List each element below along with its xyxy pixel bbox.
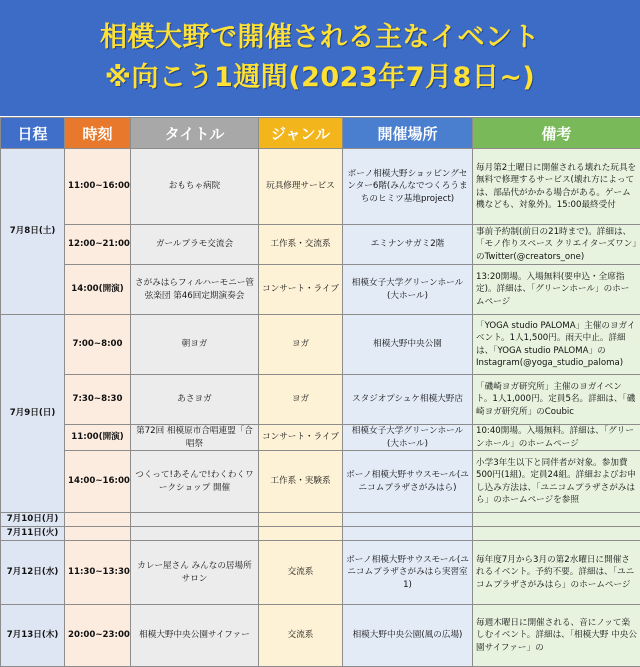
venue-cell: 相模女子大学グリーンホール(大ホール): [343, 265, 473, 315]
page-subtitle: ※向こう1週間(2023年7月8日~): [105, 58, 536, 98]
genre-cell: 工作系・交流系: [259, 225, 343, 265]
time-cell: 11:00(開演): [65, 425, 131, 451]
title-cell: おもちゃ病院: [131, 149, 259, 225]
genre-cell: 交流系: [259, 605, 343, 667]
title-cell: 相模大野中央公園サイファー: [131, 605, 259, 667]
time-cell: 7:30~8:30: [65, 375, 131, 425]
table-row: [1, 605, 640, 667]
notes-cell: 毎週木曜日に開催される、音にノッて楽しむイベント。詳細は、「相模大野 中央公園サイファー」の: [473, 605, 640, 667]
date-cell: 7月9日(日): [1, 315, 65, 513]
header-notes: 備考: [473, 118, 640, 149]
header-time: 時刻: [65, 118, 131, 149]
title-cell: カレー屋さん みんなの居場所サロン: [131, 541, 259, 605]
notes-cell: 10:40開場。入場無料。詳細は、「グリーンホール」のホームページ: [473, 425, 640, 451]
genre-cell: コンサート・ライブ: [259, 425, 343, 451]
date-cell: 7月13日(木): [1, 605, 65, 667]
table-row: [1, 315, 640, 375]
notes-cell: 小学3年生以下と同伴者が対象。参加費500円(1組)。定員24組。詳細およびお申し込み方法は、「ユニコムプラザさがみはら」のホームページを参照: [473, 451, 640, 513]
time-cell: 20:00~23:00: [65, 605, 131, 667]
title-cell: つくって!あそんで!わくわくワークショップ 開催: [131, 451, 259, 513]
venue-cell: ボーノ相模大野サウスモール(ユニコムプラザさがみはら実習室1): [343, 541, 473, 605]
time-cell: 7:00~8:00: [65, 315, 131, 375]
notes-cell: 「YOGA studio PALOMA」主催のヨガイベント。1人1,500円。雨天中止。詳細は、「YOGA studio PALOMA」のInstagram(@yoga_studio_paloma): [473, 315, 640, 375]
time-cell: 11:30~13:30: [65, 541, 131, 605]
genre-cell: 工作系・実験系: [259, 451, 343, 513]
table-row: [1, 513, 640, 527]
genre-cell: ヨガ: [259, 375, 343, 425]
table-row: [1, 425, 640, 451]
header-genre: ジャンル: [259, 118, 343, 149]
genre-cell: ヨガ: [259, 315, 343, 375]
notes-cell: 事前予約制(前日の21時まで)。詳細は、「モノ作りスペース クリエイターズワン」のTwitter(@creators_one): [473, 225, 640, 265]
table-row: [1, 149, 640, 225]
venue-cell: ボーノ相模大野サウスモール(ユニコムプラザさがみはら): [343, 451, 473, 513]
venue-cell: 相模大野中央公園: [343, 315, 473, 375]
title-cell: さがみはらフィルハーモニー管弦楽団 第46回定期演奏会: [131, 265, 259, 315]
date-cell: 7月8日(土): [1, 149, 65, 315]
notes-cell: 毎年度7月から3月の第2水曜日に開催されるイベント。予約不要。詳細は、「ユニコムプラザさがみはら」のホームページ: [473, 541, 640, 605]
table-row: [1, 375, 640, 425]
title-cell: 第72回 相模原市合唱連盟「合唱祭: [131, 425, 259, 451]
venue-cell: ボーノ相模大野ショッピングセンター6階(みんなでつくろうまちのヒミツ基地project): [343, 149, 473, 225]
date-cell: 7月10日(月): [1, 513, 65, 527]
notes-cell: 毎月第2土曜日に開催される壊れた玩具を無料で修理するサービス(壊れ方によっては、部品代がかかる場合がある。ゲーム機なども、対象外)。15:00最終受付: [473, 149, 640, 225]
table-row: [1, 225, 640, 265]
date-cell: 7月12日(水): [1, 541, 65, 605]
title-cell: ガールプラモ交流会: [131, 225, 259, 265]
page-title: 相模大野で開催される主なイベント: [100, 18, 540, 58]
header-date: 日程: [1, 118, 65, 149]
time-cell: 12:00~21:00: [65, 225, 131, 265]
date-cell: 7月11日(火): [1, 527, 65, 541]
table-row: [1, 541, 640, 605]
venue-cell: スタジオプシュケ相模大野店: [343, 375, 473, 425]
title-cell: あさヨガ: [131, 375, 259, 425]
table-row: [1, 451, 640, 513]
table-header-row: [1, 118, 640, 149]
events-table: [0, 117, 640, 667]
time-cell: 14:00(開演): [65, 265, 131, 315]
venue-cell: エミナンサガミ2階: [343, 225, 473, 265]
notes-cell: 13:20開場。入場無料(要申込・全席指定)。詳細は、「グリーンホール」のホームページ: [473, 265, 640, 315]
header-venue: 開催場所: [343, 118, 473, 149]
genre-cell: 玩具修理サービス: [259, 149, 343, 225]
genre-cell: コンサート・ライブ: [259, 265, 343, 315]
venue-cell: 相模女子大学グリーンホール(大ホール): [343, 425, 473, 451]
table-row: [1, 265, 640, 315]
title-cell: 朝ヨガ: [131, 315, 259, 375]
venue-cell: 相模大野中央公園(風の広場): [343, 605, 473, 667]
notes-cell: 「磯崎ヨガ研究所」主催のヨガイベント。1人1,000円。定員5名。詳細は、「磯崎ヨガ研究所」のCoubic: [473, 375, 640, 425]
table-row: [1, 527, 640, 541]
header-banner: [0, 0, 640, 116]
genre-cell: 交流系: [259, 541, 343, 605]
time-cell: 14:00~16:00: [65, 451, 131, 513]
time-cell: 11:00~16:00: [65, 149, 131, 225]
header-title: タイトル: [131, 118, 259, 149]
